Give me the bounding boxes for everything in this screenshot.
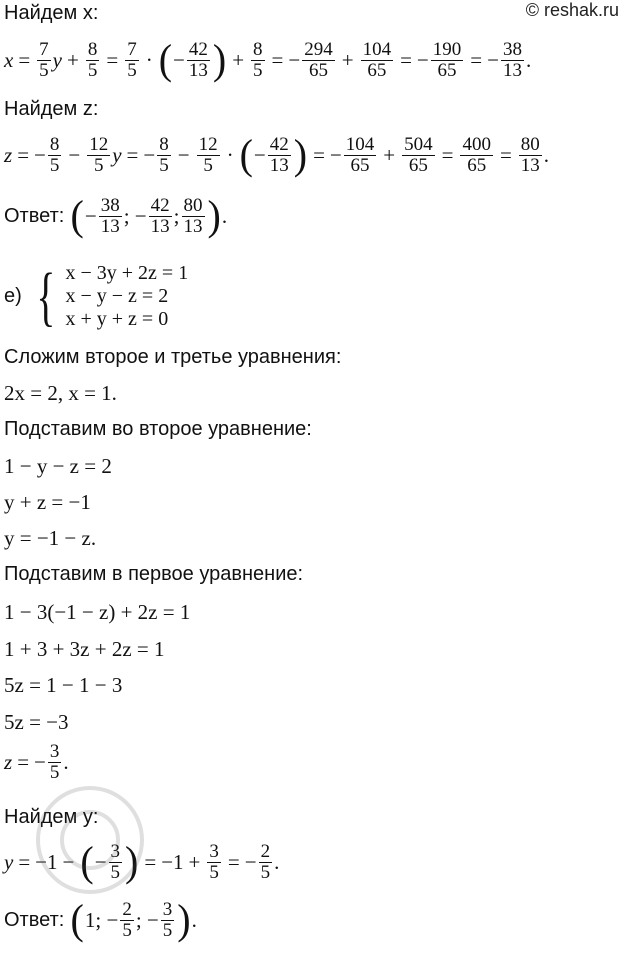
sub1-text: Подставим в первое уравнение: <box>4 563 304 585</box>
watermark-seal-icon <box>30 780 150 900</box>
sub2-text: Подставим во второе уравнение: <box>4 418 312 440</box>
sub1-line-4: 5z = −3 <box>4 710 69 734</box>
x-equation: x = $\frac{7}{5}$ y + $\frac{8}{5}$ = $\frac{7}{5}$ · ( − $\frac{42}{13}$ ) + $\frac{8}{5}$ = − $\frac{294}{65}$ + $\frac{104}{65}$ = − $\frac{190}{65}$ = − $\frac{38}{13}$ . <box>4 36 532 84</box>
y-equation: y = −1 − ( − $\frac{3}{5}$ ) = −1 + $\frac{3}{5}$ = − $\frac{2}{5}$ . <box>4 838 280 886</box>
answer-1: Ответ: ( − $\frac{38}{13}$ ; − $\frac{42}{13}$ ; $\frac{80}{13}$ ) . <box>4 192 228 240</box>
find-y-heading: Найдем y: <box>4 806 99 828</box>
equation-system: е) { x − 3y + 2z = 1 x − y − z = 2 x + y + z = 0 <box>4 259 189 333</box>
add-result: 2x = 2, x = 1. <box>4 381 117 405</box>
system-eq-3: x + y + z = 0 <box>65 308 169 330</box>
sub2-line-1: 1 − y − z = 2 <box>4 454 112 478</box>
z-final: z = − $\frac{3}{5}$ . <box>4 741 69 783</box>
sub2-line-3: y = −1 − z. <box>4 526 97 550</box>
sub1-line-1: 1 − 3(−1 − z) + 2z = 1 <box>4 600 191 624</box>
system-eq-1: x − 3y + 2z = 1 <box>65 262 189 284</box>
brace-icon: { <box>36 259 56 333</box>
find-x-heading: Найдем x: <box>4 2 99 24</box>
sub1-line-2: 1 + 3 + 3z + 2z = 1 <box>4 637 165 661</box>
add-text: Сложим второе и третье уравнения: <box>4 346 342 368</box>
z-equation: z = − $\frac{8}{5}$ − $\frac{12}{5}$ y = − $\frac{8}{5}$ − $\frac{12}{5}$ · ( − $\frac{42}{13}$ ) = − $\frac{104}{65}$ + $\frac{504}{65}$ = $\frac{400}{65}$ = $\frac{80}{13}$ . <box>4 131 550 179</box>
find-z-heading: Найдем z: <box>4 98 99 120</box>
sub1-line-3: 5z = 1 − 1 − 3 <box>4 673 123 697</box>
system-eq-2: x − y − z = 2 <box>65 285 169 307</box>
answer-2: Ответ: ( 1; − $\frac{2}{5}$ ; − $\frac{3}{5}$ ) . <box>4 896 197 944</box>
sub2-line-2: y + z = −1 <box>4 490 91 514</box>
copyright-label: © reshak.ru <box>525 0 619 20</box>
